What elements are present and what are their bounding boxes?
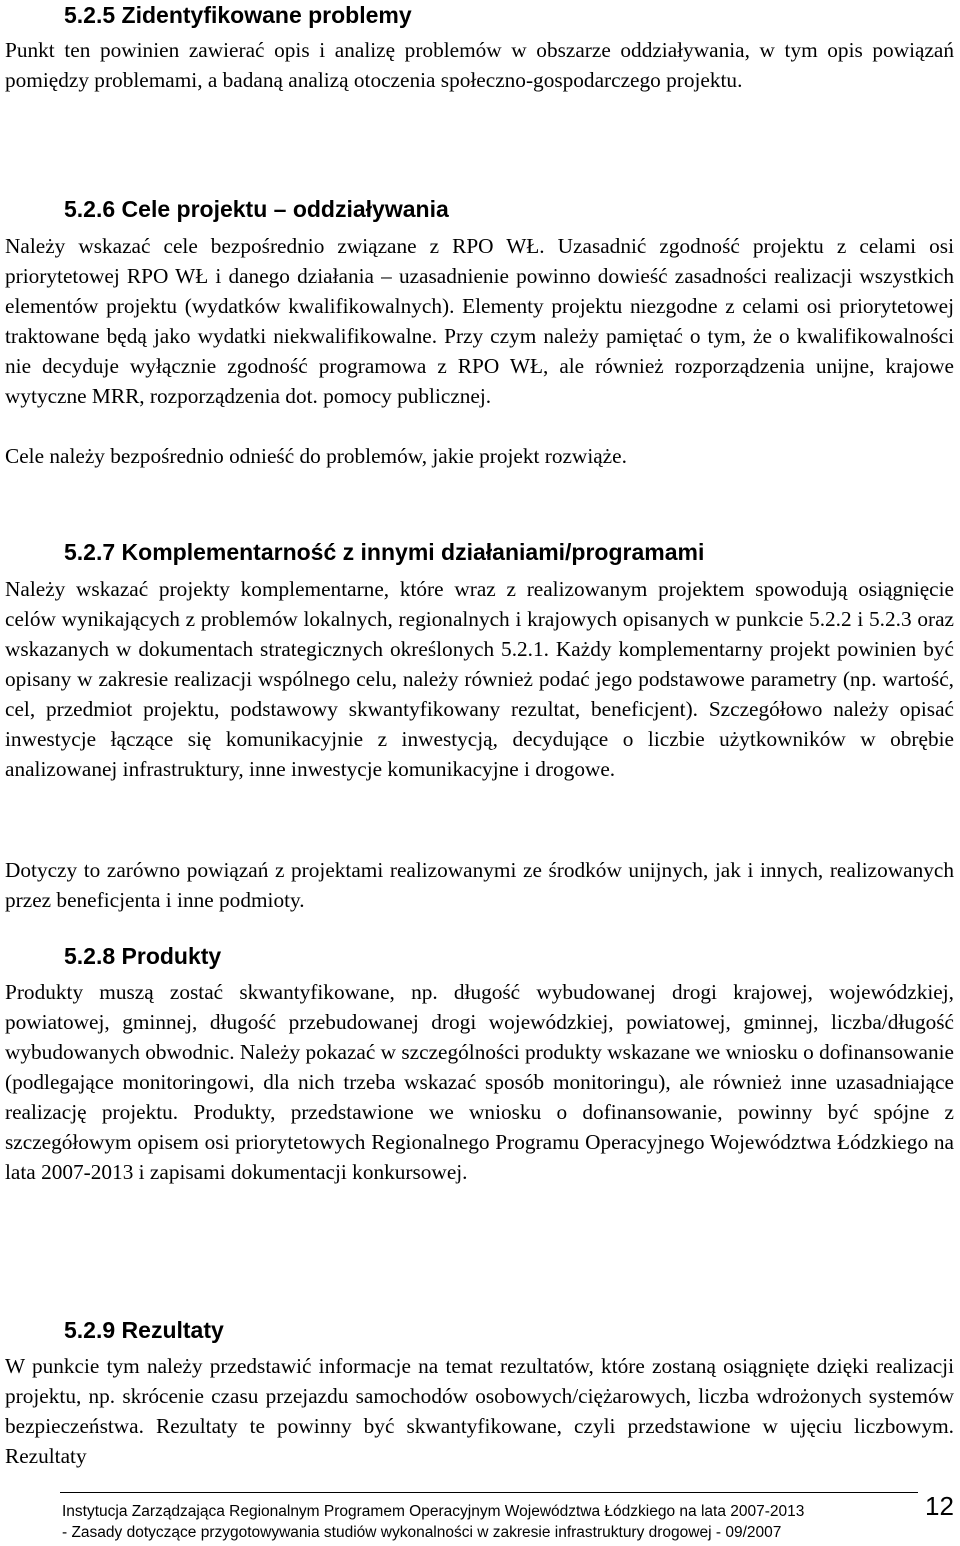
footer-document-title: - Zasady dotyczące przygotowywania studiów wykonalności w zakresie infrastruktury drogowej - 09/2007 xyxy=(62,1524,782,1541)
section-paragraph-5-2-9: W punkcie tym należy przedstawić informacje na temat rezultatów, które zostaną osiągnięte dzięki realizacji projektu, np. skrócenie czasu przejazdu samochodów osobowych/ciężarowych, liczba wdrożonych systemów bezpieczeństwa. Rezultaty te powinny być skwantyfikowane, czyli przedstawione w ujęciu liczbowym. Rezultaty xyxy=(5,1354,954,1468)
section-paragraph-5-2-6-goals: Cele należy bezpośrednio odnieść do problemów, jakie projekt rozwiąże. xyxy=(5,444,627,468)
section-paragraph-5-2-7: Należy wskazać projekty komplementarne, które wraz z realizowanym projektem spowodują osiągnięcie celów wynikających z problemów lokalnych, regionalnych i krajowych opisanych w punkcie 5.2.2 i 5.2.3 oraz wskazanych w dokumentach strategicznych określonych 5.2.1. Każdy komplementarny projekt powinien być opisany w zakresie realizacji wspólnego celu, należy również podać jego podstawowe parametry (np. wartość, cel, przedmiot projektu, podstawowy skwantyfikowany rezultat, beneficjent). Szczegółowo należy opisać inwestycje łączące się komunikacyjnie z inwestycją, decydujące o liczbie użytkowników w obrębie analizowanej infrastruktury, inne inwestycje komunikacyjne i drogowe. xyxy=(5,577,954,781)
page-number: 12 xyxy=(925,1491,954,1521)
footer-divider xyxy=(60,1492,918,1493)
section-paragraph-5-2-7-note: Dotyczy to zarówno powiązań z projektami realizowanymi ze środków unijnych, jak i innych, realizowanych przez beneficjenta i inne podmioty. xyxy=(5,858,954,912)
section-heading-5-2-7: 5.2.7 Komplementarność z innymi działaniami/programami xyxy=(64,539,705,565)
section-heading-5-2-8: 5.2.8 Produkty xyxy=(64,943,222,969)
section-paragraph-5-2-6: Należy wskazać cele bezpośrednio związane z RPO WŁ. Uzasadnić zgodność projektu z celami osi priorytetowej RPO WŁ i danego działania – uzasadnienie powinno dowieść zasadności realizacji wszystkich elementów projektu (wydatków kwalifikowalnych). Elementy projektu niezgodne z celami osi priorytetowej traktowane będą jako wydatki niekwalifikowalne. Przy czym należy pamiętać o tym, że o kwalifikowalności nie decyduje wyłącznie zgodność programowa z RPO WŁ, ale również rozporządzenia unijne, krajowe wytyczne MRR, rozporządzenia dot. pomocy publicznej. xyxy=(5,234,954,408)
section-heading-5-2-9: 5.2.9 Rezultaty xyxy=(64,1317,224,1343)
section-heading-5-2-5: 5.2.5 Zidentyfikowane problemy xyxy=(64,2,412,28)
section-paragraph-5-2-5: Punkt ten powinien zawierać opis i analizę problemów w obszarze oddziaływania, w tym opis powiązań pomiędzy problemami, a badaną analizą otoczenia społeczno-gospodarczego projektu. xyxy=(5,38,954,92)
section-heading-5-2-6: 5.2.6 Cele projektu – oddziaływania xyxy=(64,196,449,222)
footer-institution: Instytucja Zarządzająca Regionalnym Programem Operacyjnym Województwa Łódzkiego na lata 2007-2013 xyxy=(62,1503,805,1520)
section-paragraph-5-2-8: Produkty muszą zostać skwantyfikowane, np. długość wybudowanej drogi krajowej, wojewódzkiej, powiatowej, gminnej, długość przebudowanej drogi wojewódzkiej, powiatowej, gminnej, liczba/długość wybudowanych obwodnic. Należy pokazać w szczególności produkty wskazane we wniosku o dofinansowanie (podlegające monitoringowi, dla nich trzeba wskazać sposób monitoringu), ale również inne uzasadniające realizację projektu. Produkty, przedstawione we wniosku o dofinansowanie, powinny być spójne z szczegółowym opisem osi priorytetowych Regionalnego Programu Operacyjnego Województwa Łódzkiego na lata 2007-2013 i zapisami dokumentacji konkursowej. xyxy=(5,980,954,1184)
